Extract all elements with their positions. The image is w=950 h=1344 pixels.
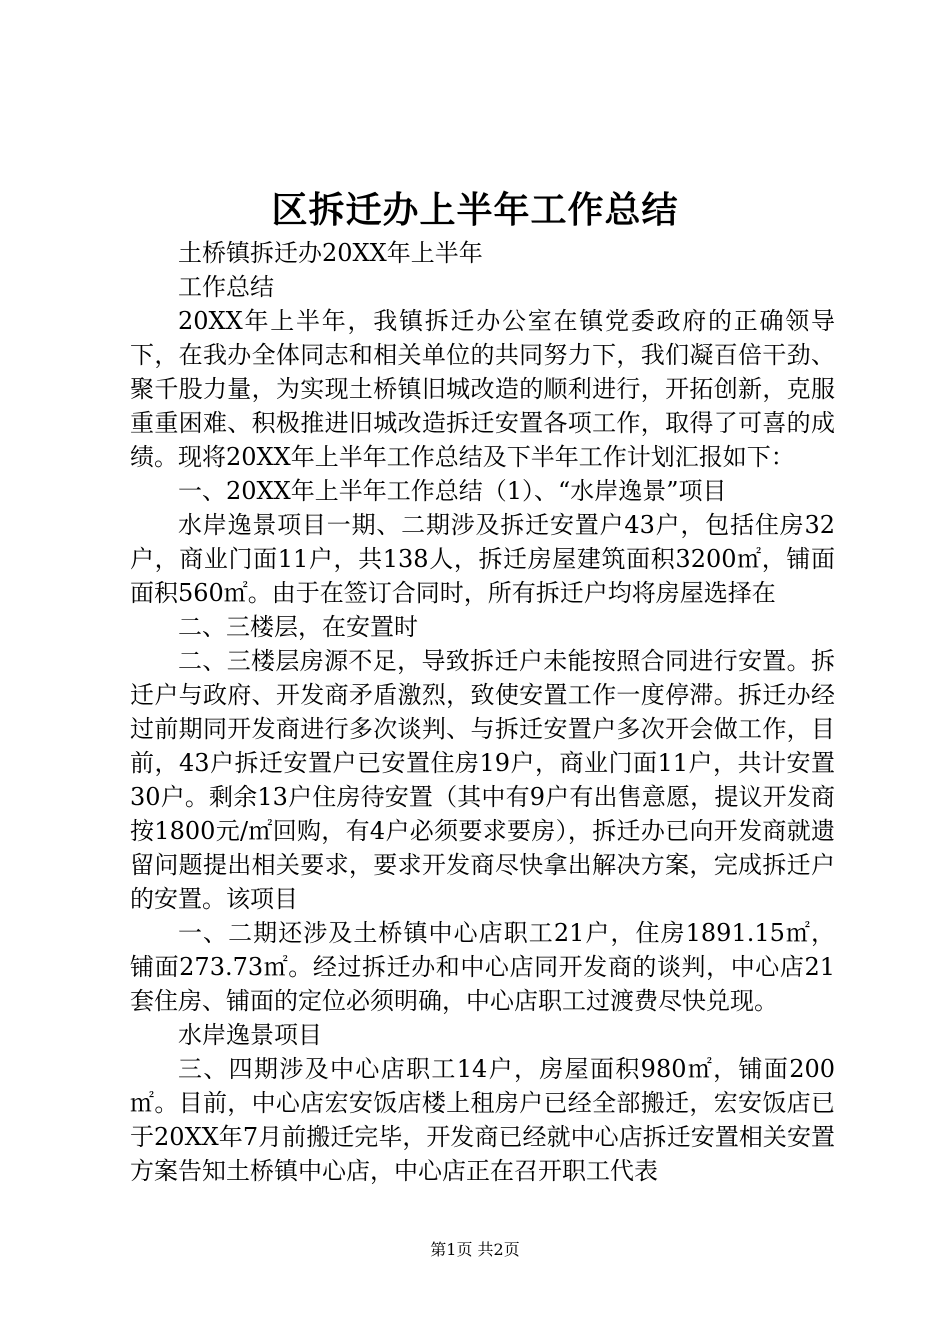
- paragraph: 一、20XX年上半年工作总结（1）、“水岸逸景”项目: [178, 477, 727, 505]
- paragraph: 三、四期涉及中心店职工14户，房屋面积980㎡，铺面200㎡。目前，中心店宏安饭店楼上租房户已经全部搬迁，宏安饭店已于20XX年7月前搬迁完毕，开发商已经就中心店拆迁安置相关安置方案告知土桥镇中心店，中心店正在召开职工代表: [130, 1055, 835, 1185]
- paragraph: 二、三楼层房源不足，导致拆迁户未能按照合同进行安置。拆迁户与政府、开发商矛盾激烈，致使安置工作一度停滞。拆迁办经过前期同开发商进行多次谈判、与拆迁安置户多次开会做工作，目前，43户拆迁安置户已安置住房19户，商业门面11户，共计安置30户。剩余13户住房待安置（其中有9户有出售意愿，提议开发商按1800元/㎡回购，有4户必须要求要房），拆迁办已向开发商就遗留问题提出相关要求，要求开发商尽快拿出解决方案，完成拆迁户的安置。该项目: [130, 647, 835, 913]
- paragraph: 土桥镇拆迁办20XX年上半年: [178, 239, 483, 267]
- paragraph: 20XX年上半年，我镇拆迁办公室在镇党委政府的正确领导下，在我办全体同志和相关单位的共同努力下，我们凝百倍干劲、聚千股力量，为实现土桥镇旧城改造的顺利进行，开拓创新，克服重重困难、积极推进旧城改造拆迁安置各项工作，取得了可喜的成绩。现将20XX年上半年工作总结及下半年工作计划汇报如下：: [130, 307, 835, 471]
- page-number-footer: 第1页 共2页: [430, 1240, 520, 1259]
- document-title: 区拆迁办上半年工作总结: [271, 189, 679, 231]
- document-body: [130, 236, 835, 1188]
- paragraph: 二、三楼层，在安置时: [178, 613, 418, 641]
- paragraph: 一、二期还涉及土桥镇中心店职工21户，住房1891.15㎡，铺面273.73㎡。经过拆迁办和中心店同开发商的谈判，中心店21套住房、铺面的定位必须明确，中心店职工过渡费尽快兑现。: [130, 919, 835, 1015]
- paragraph: 水岸逸景项目: [178, 1021, 322, 1049]
- paragraph: 工作总结: [178, 273, 274, 301]
- paragraph: 水岸逸景项目一期、二期涉及拆迁安置户43户，包括住房32户，商业门面11户，共138人，拆迁房屋建筑面积3200㎡，铺面面积560㎡。由于在签订合同时，所有拆迁户均将房屋选择在: [130, 511, 835, 607]
